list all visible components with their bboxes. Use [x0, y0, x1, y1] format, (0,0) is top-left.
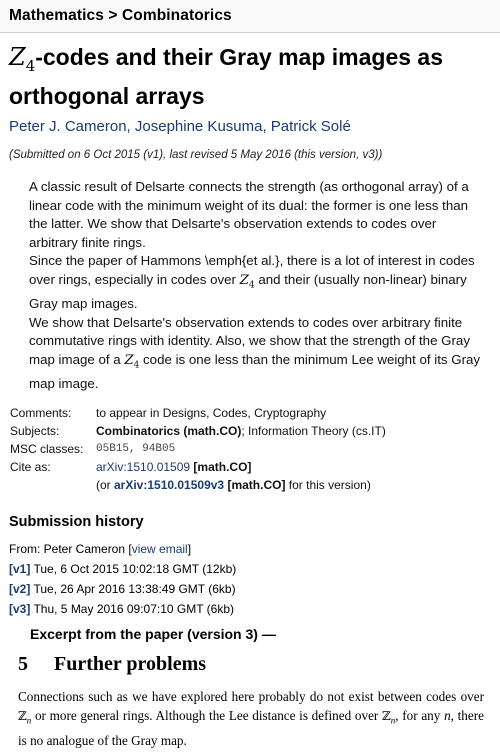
- submission-history: [9, 539, 236, 619]
- view-email-link[interactable]: view email: [131, 542, 188, 556]
- version-link-v1[interactable]: [v1]: [9, 562, 31, 576]
- comments-row: [10, 404, 386, 422]
- abstract-paragraph-3: We show that Delsarte's observation extends to codes over arbitrary finite commutative rings with identity. Also, we show that the strength of the Gray map image of a $Z_4$ code is one less than the minimum Lee weight of its Gray map image.: [29, 314, 481, 392]
- subjects-value: Combinatorics (math.CO); Information Theory (cs.IT): [96, 424, 386, 438]
- version-row: [v1] Tue, 6 Oct 2015 10:02:18 GMT (12kb): [9, 562, 237, 576]
- primary-subject: Combinatorics (math.CO): [96, 424, 242, 438]
- section-heading: [18, 653, 206, 676]
- subjects-row: [10, 422, 386, 440]
- msc-label: MSC classes:: [10, 442, 84, 456]
- subjects-label: Subjects:: [10, 424, 60, 438]
- breadcrumb-bar: [0, 0, 500, 33]
- submission-dateline: (Submitted on 6 Oct 2015 (v1), last revised 5 May 2016 (this version, v3)): [9, 149, 383, 161]
- submitter-line: From: Peter Cameron [view email]: [9, 542, 192, 556]
- paper-title: [9, 42, 489, 111]
- version-row: [v2] Tue, 26 Apr 2016 13:38:49 GMT (6kb): [9, 582, 236, 596]
- version-link-v3[interactable]: [v3]: [9, 602, 31, 616]
- excerpt-heading: Excerpt from the paper (version 3) —: [30, 626, 276, 642]
- metadata-table: [10, 404, 386, 494]
- msc-row: [10, 440, 386, 458]
- cite-row: [10, 458, 386, 494]
- cite-value: arXiv:1510.01509 [math.CO] (or arXiv:1510.01509v3 [math.CO] for this version): [96, 460, 371, 492]
- section-number: 5: [18, 653, 28, 675]
- comments-value: to appear in Designs, Codes, Cryptography: [96, 406, 327, 420]
- excerpt-paragraph: Connections such as we have explored here probably do not exist between codes over ℤ$_n$ or more general rings. Although the Lee distance is defined over ℤ$_n$, for any n, there is no analogue of the Gray map.: [18, 689, 484, 748]
- cite-label: Cite as:: [10, 460, 51, 474]
- cite-version-link[interactable]: arXiv:1510.01509v3: [114, 478, 225, 492]
- breadcrumb[interactable]: Mathematics > Combinatorics: [9, 7, 232, 24]
- version-row: [v3] Thu, 5 May 2016 09:07:10 GMT (6kb): [9, 602, 235, 616]
- abstract: [29, 178, 484, 394]
- section-title: Further problems: [54, 653, 207, 675]
- version-link-v2[interactable]: [v2]: [9, 582, 31, 596]
- cite-link[interactable]: arXiv:1510.01509: [96, 460, 191, 474]
- title-math: $Z_4$: [9, 43, 36, 75]
- comments-label: Comments:: [10, 406, 72, 420]
- submission-history-heading: Submission history: [9, 514, 144, 530]
- abstract-paragraph-2: Since the paper of Hammons \emph{et al.}, there is a lot of interest in codes over rings, especially in codes over $Z_4$ and their (usually non-linear) binary Gray map images.: [29, 253, 475, 312]
- msc-value: 05B15, 94B05: [96, 443, 176, 455]
- title-text: -codes and their Gray map images as orthogonal arrays: [9, 44, 444, 109]
- abstract-paragraph-1: A classic result of Delsarte connects the strength (as orthogonal array) of a linear code with the minimum weight of its dual: the former is one less than the latter. We show that Delsarte's observation extends to codes over arbitrary finite rings.: [29, 179, 469, 250]
- author-list[interactable]: Peter J. Cameron, Josephine Kusuma, Patrick Solé: [9, 118, 351, 135]
